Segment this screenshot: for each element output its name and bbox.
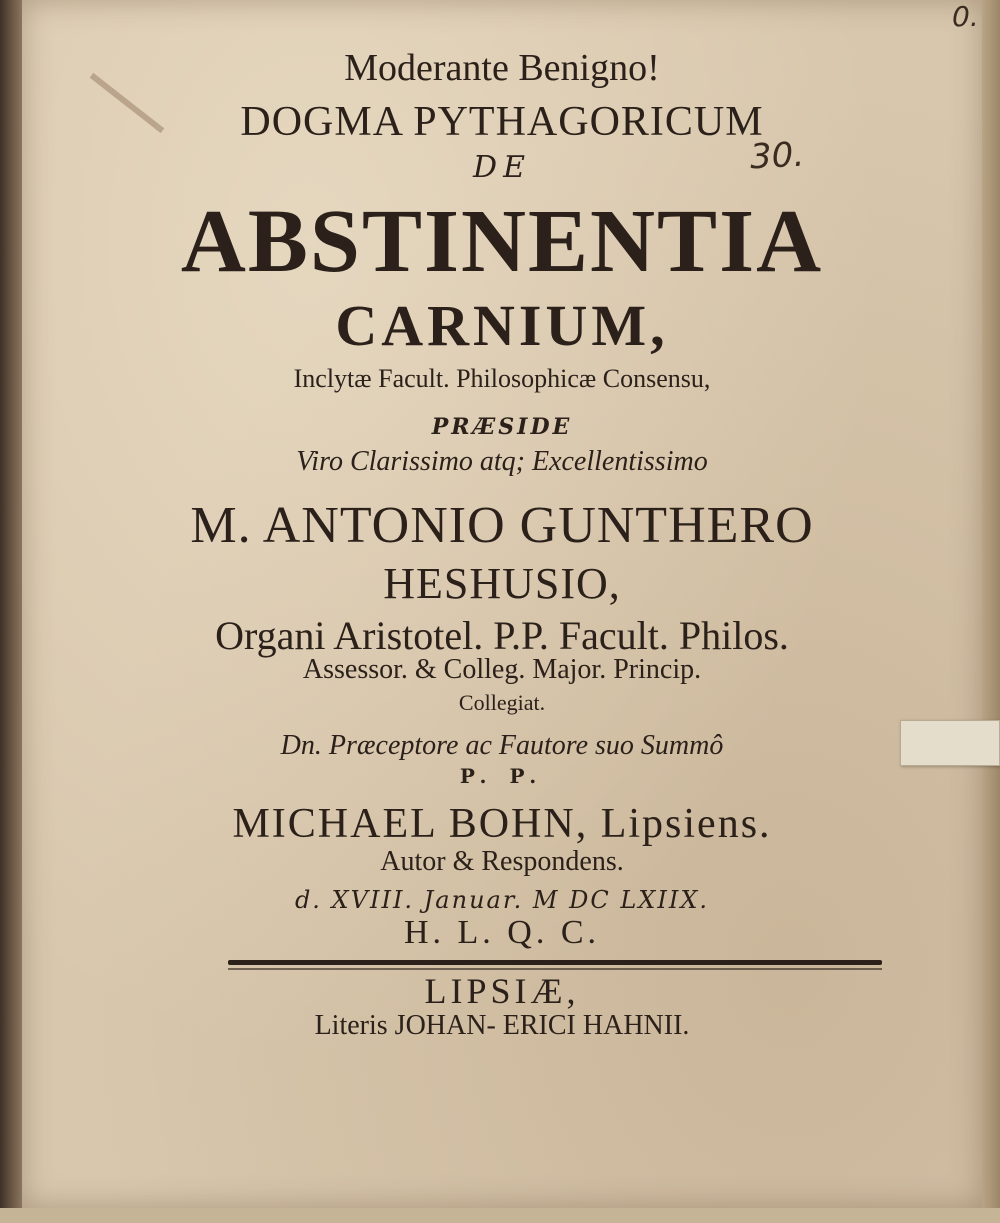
title-de: DE [473,150,531,185]
imprint-place: LIPSIÆ, [424,971,580,1011]
hlqc-line: H. L. Q. C. [403,914,601,951]
page-edge-right [982,0,1000,1223]
pp-abbrev: P. P. [459,764,545,788]
title-dogma: DOGMA PYTHAGORICUM [240,99,764,145]
imprint-printer: Literis JOHAN- ERICI HAHNII. [314,1010,690,1041]
praeses-honorific: Viro Clarissimo atq; Excellentissimo [296,446,708,477]
paper-tab [900,720,1000,766]
praeses-collegiat: Collegiat. [458,690,546,715]
faculty-consent: Inclytæ Facult. Philosophicæ Consensu, [293,364,711,393]
praeses-title: Organi Aristotel. P.P. Facult. Philos. [215,613,789,658]
praeses-assessor: Assessor. & Colleg. Major. Princip. [302,654,702,685]
book-binding [0,0,22,1223]
respondent-role: Autor & Respondens. [380,846,624,877]
page-edge-bottom [0,1208,1000,1223]
date-line: d. XVIII. Januar. M DC LXIIX. [294,886,710,914]
title-abstinentia: ABSTINENTIA [180,192,824,291]
dedication-line: Dn. Præceptore ac Fautore suo Summô [280,730,724,761]
title-carnium: CARNIUM, [335,293,669,358]
praeside-label: PRÆSIDE [431,414,573,440]
handwritten-corner: 0. [952,0,979,33]
title-page [22,0,982,1208]
respondent-name: MICHAEL BOHN, Lipsiens. [232,801,772,847]
divider-rule [228,960,882,965]
praeses-name: M. ANTONIO GUNTHERO [190,497,814,554]
praeses-surname: HESHUSIO, [383,559,621,608]
handwritten-number: 30. [748,134,806,178]
invocation-line: Moderante Benigno! [344,47,660,89]
